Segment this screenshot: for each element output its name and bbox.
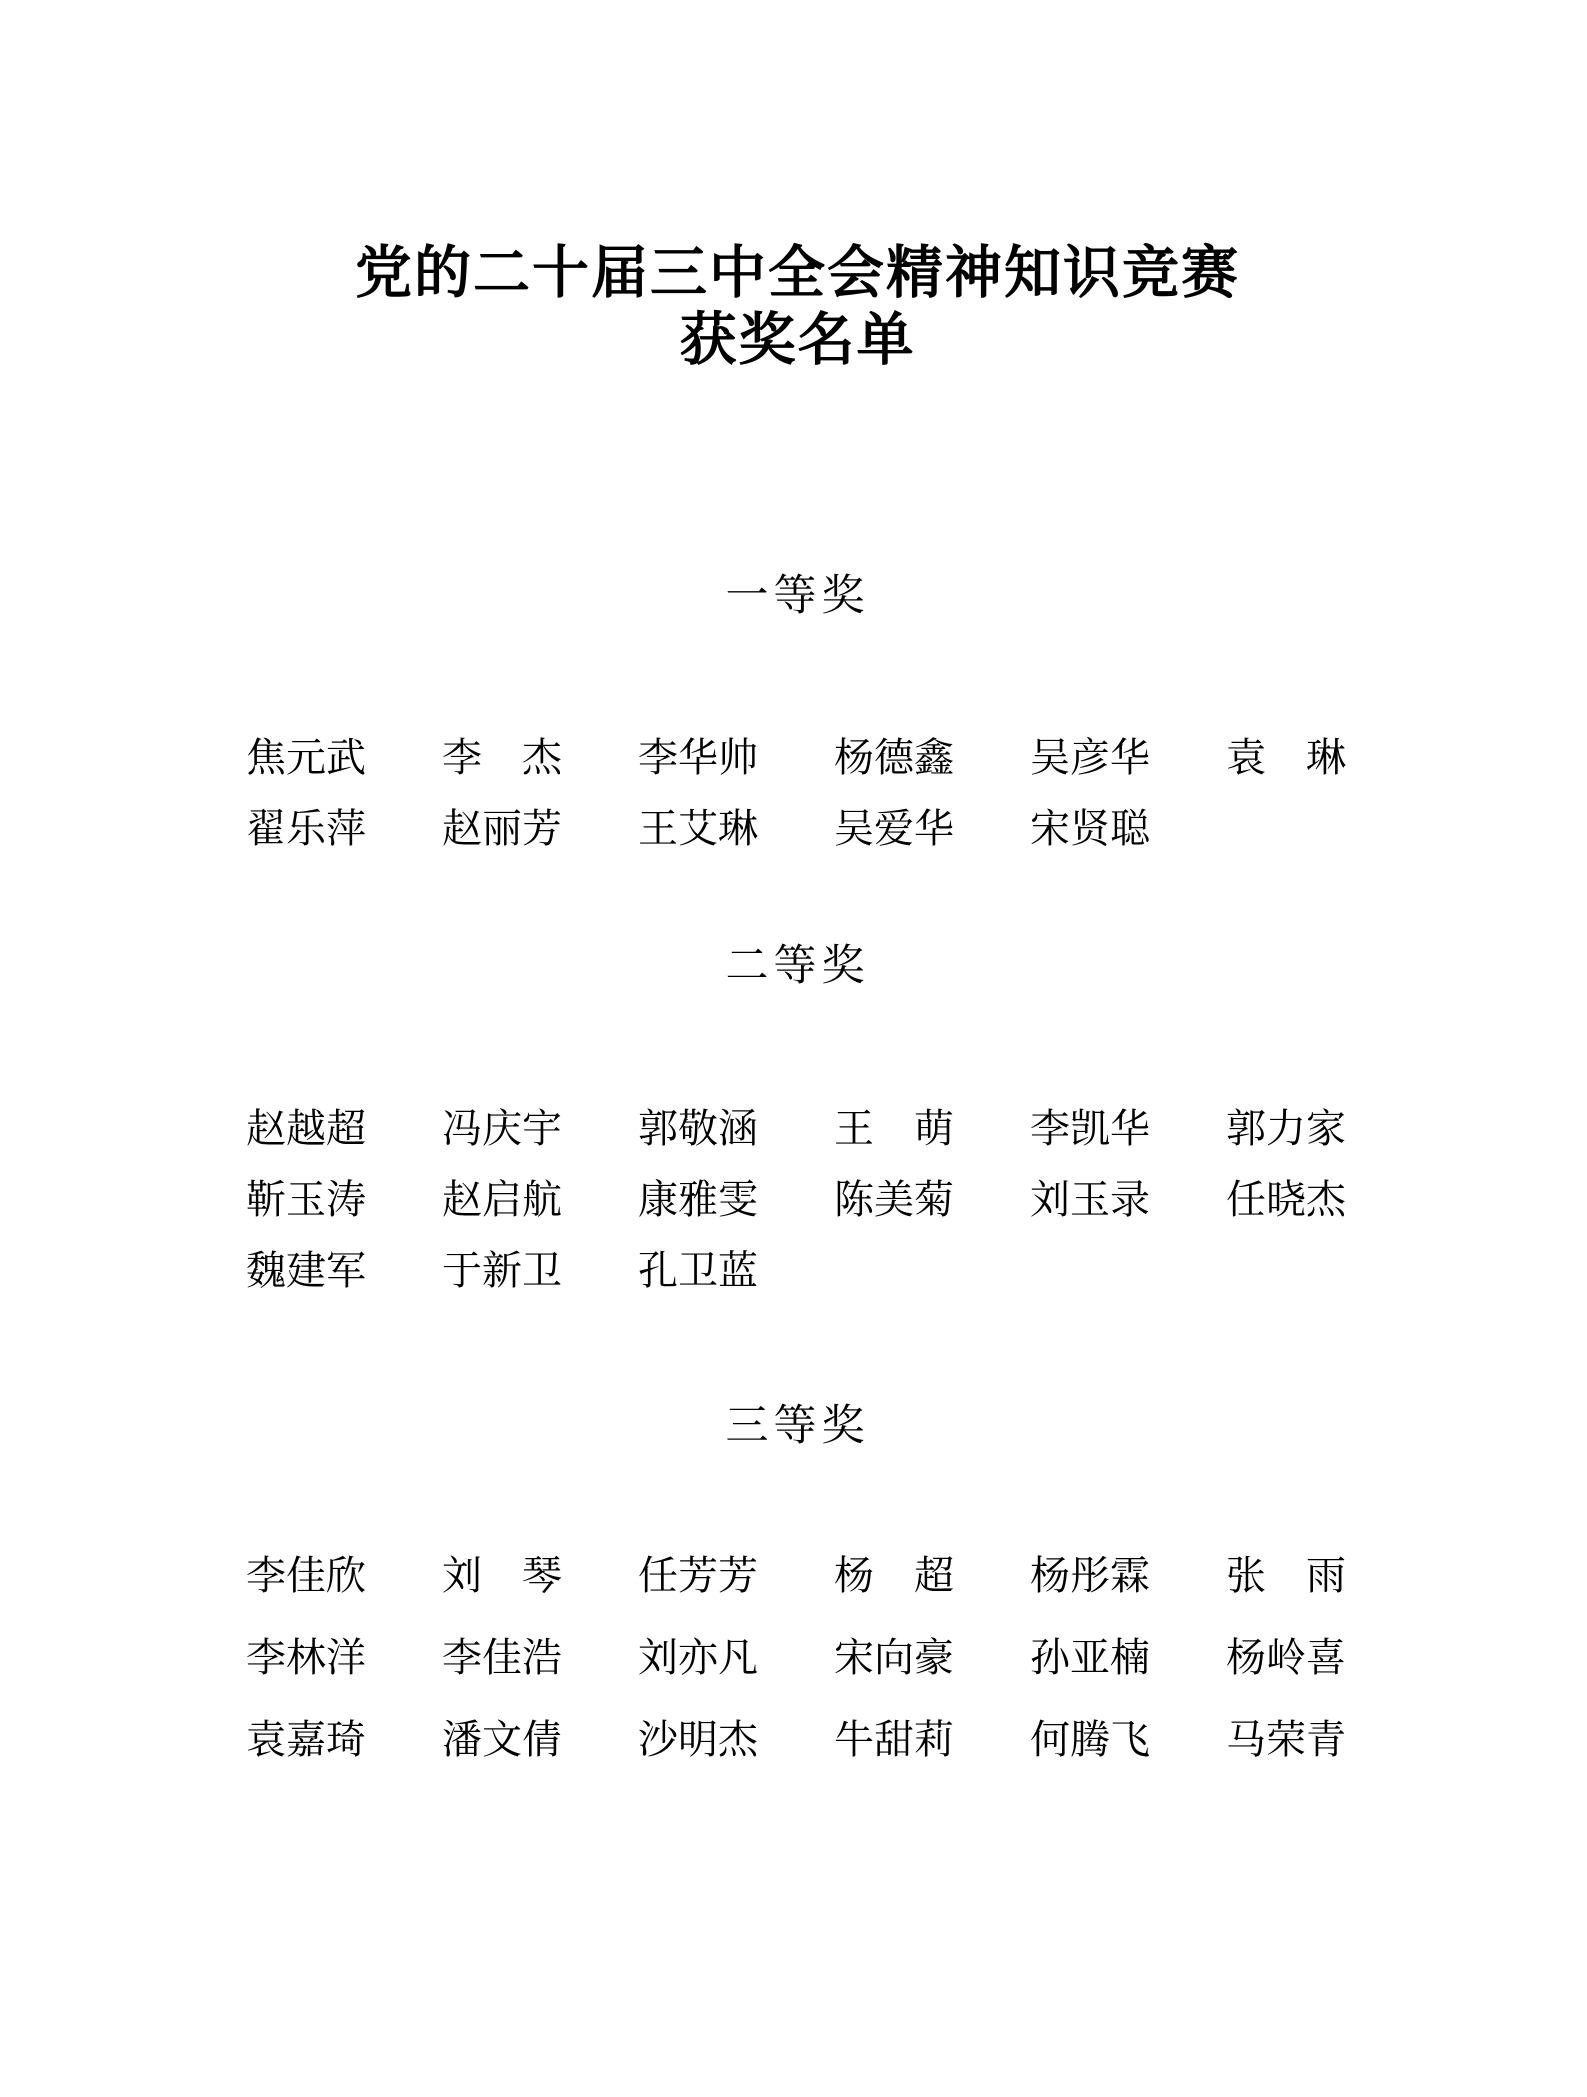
winner-name: 袁嘉琦: [246, 1717, 366, 1763]
winner-name: 杨 超: [834, 1553, 954, 1599]
winner-name: 王 萌: [834, 1105, 954, 1151]
winner-name: 宋贤聪: [1030, 806, 1150, 852]
winner-name: 吴彦华: [1030, 735, 1150, 781]
winner-name: 焦元武: [246, 735, 366, 781]
winner-row: [246, 1716, 1349, 1764]
winner-rows: [246, 1105, 1349, 1295]
winner-name: 马荣青: [1226, 1717, 1346, 1763]
winner-name: 康雅雯: [638, 1176, 758, 1222]
winner-name: 李凯华: [1030, 1105, 1150, 1151]
winner-name: 于新卫: [442, 1247, 562, 1293]
winner-row: [246, 1634, 1349, 1682]
winner-name: 李佳欣: [246, 1553, 366, 1599]
winner-name: 孔卫蓝: [638, 1247, 758, 1293]
winner-name: 赵启航: [442, 1176, 562, 1222]
winner-name: 吴爱华: [834, 806, 954, 852]
winner-name: 魏建军: [246, 1247, 366, 1293]
winner-name: 杨彤霖: [1030, 1553, 1150, 1599]
winner-rows: [246, 734, 1349, 853]
winner-name: 刘玉录: [1030, 1176, 1150, 1222]
winner-name: 潘文倩: [442, 1717, 562, 1763]
winner-name: 任芳芳: [638, 1553, 758, 1599]
section-heading: 二等奖: [725, 943, 870, 991]
winner-name: 王艾琳: [638, 806, 758, 852]
winner-rows: [246, 1552, 1349, 1764]
winner-row: [246, 734, 1349, 782]
winner-name: 何腾飞: [1030, 1717, 1150, 1763]
winner-row: [246, 1105, 1349, 1153]
winner-name: 孙亚楠: [1030, 1635, 1150, 1681]
winner-name: 冯庆宇: [442, 1105, 562, 1151]
winner-row: [246, 1176, 1349, 1224]
winner-row: [246, 1552, 1349, 1600]
title-line-1: 党的二十届三中全会精神知识竞赛: [355, 242, 1240, 305]
section-heading: 一等奖: [725, 572, 870, 620]
section-heading: 三等奖: [725, 1402, 870, 1450]
winner-name: 靳玉涛: [246, 1176, 366, 1222]
winner-name: 李华帅: [638, 735, 758, 781]
winner-name: 杨德鑫: [834, 735, 954, 781]
award-sections: [246, 571, 1349, 1765]
winner-name: 翟乐萍: [246, 806, 366, 852]
winner-name: 任晓杰: [1226, 1176, 1346, 1222]
winner-name: 赵丽芳: [442, 806, 562, 852]
award-section-2: [246, 941, 1349, 1295]
title-line-2: 获奖名单: [679, 309, 916, 373]
award-section-3: [246, 1401, 1349, 1765]
winner-name: 李佳浩: [442, 1635, 562, 1681]
winner-name: 李 杰: [442, 735, 562, 781]
winner-row: [246, 805, 1349, 853]
winner-name: 张 雨: [1226, 1553, 1346, 1599]
winner-name: 赵越超: [246, 1105, 366, 1151]
winner-name: 李林洋: [246, 1635, 366, 1681]
winner-name: 牛甜莉: [834, 1717, 954, 1763]
document-title: [246, 240, 1349, 375]
winner-name: 郭力家: [1226, 1105, 1346, 1151]
award-section-1: [246, 571, 1349, 854]
winner-name: 陈美菊: [834, 1176, 954, 1222]
winner-name: 沙明杰: [638, 1717, 758, 1763]
winner-name: 袁 琳: [1226, 735, 1346, 781]
winner-name: 宋向豪: [834, 1635, 954, 1681]
winner-row: [246, 1247, 1349, 1295]
winner-name: 刘亦凡: [638, 1635, 758, 1681]
winner-name: 杨岭喜: [1226, 1635, 1346, 1681]
winner-name: 刘 琴: [442, 1553, 562, 1599]
winner-name: 郭敬涵: [638, 1105, 758, 1151]
